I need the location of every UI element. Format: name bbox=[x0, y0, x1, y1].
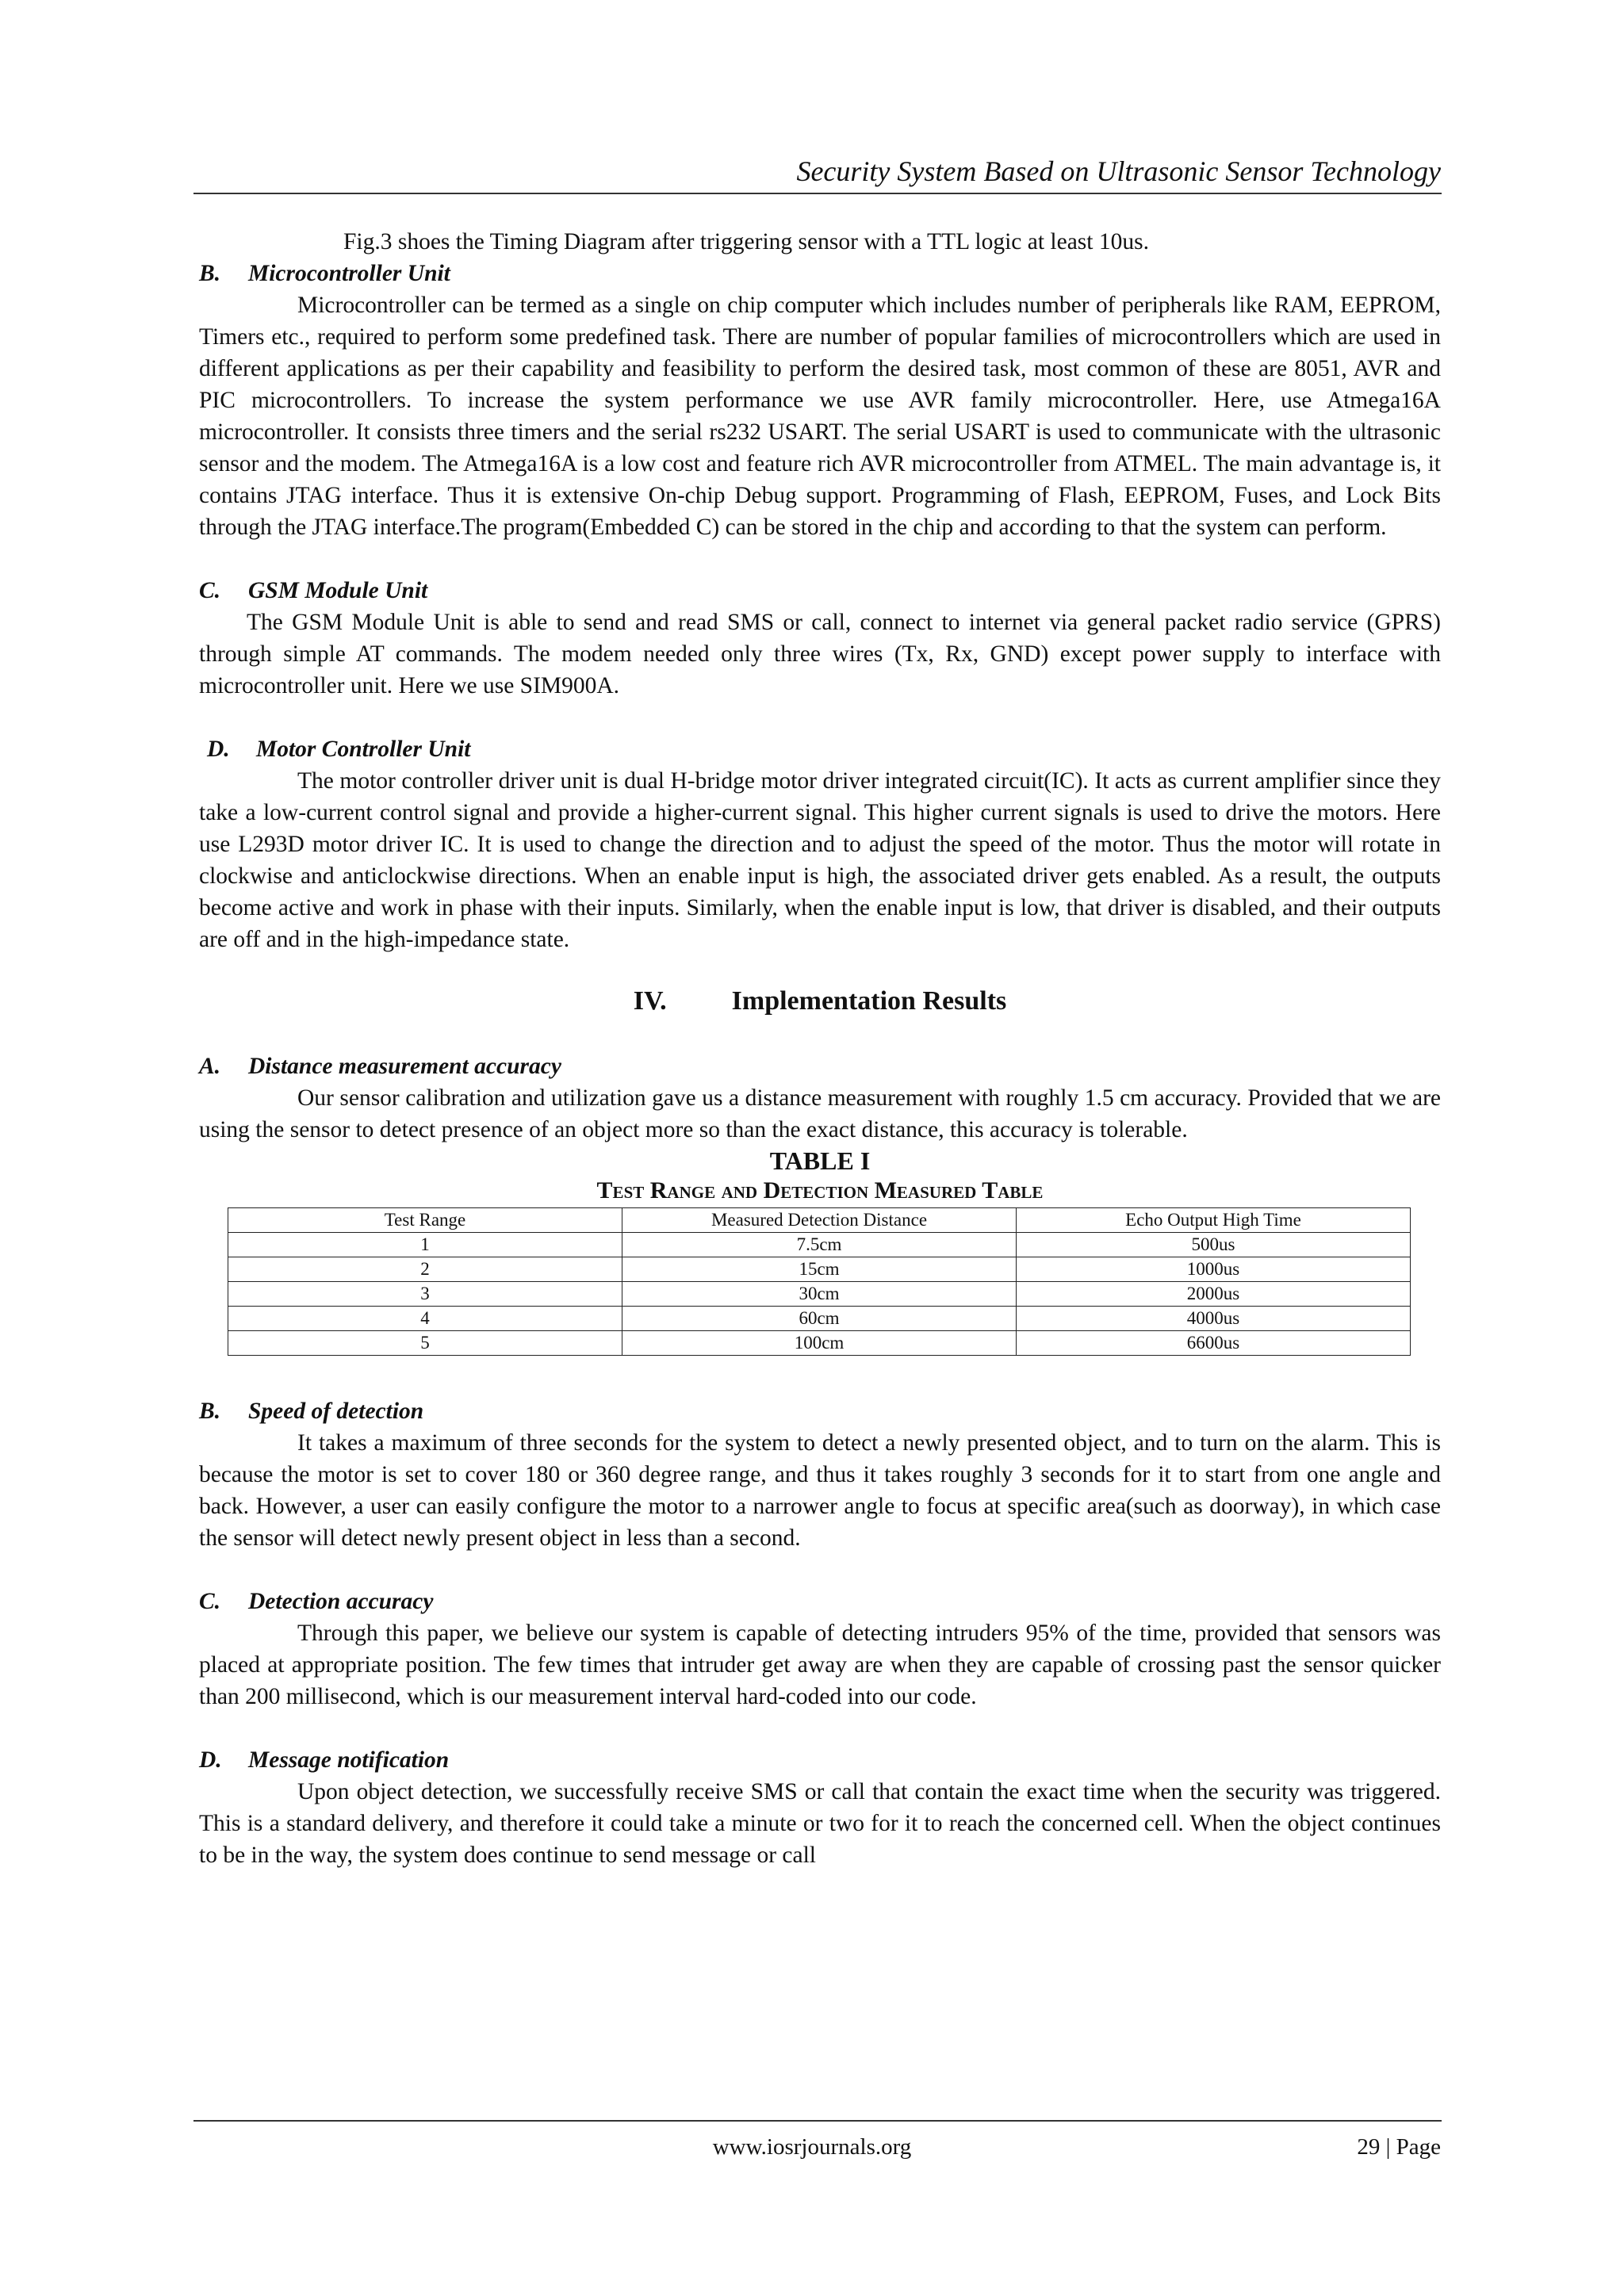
table-cell: 7.5cm bbox=[622, 1233, 1017, 1257]
heading-title: Distance measurement accuracy bbox=[248, 1054, 561, 1079]
table-cell: 1000us bbox=[1017, 1257, 1411, 1282]
section-number: IV. bbox=[633, 986, 667, 1016]
table-cell: 30cm bbox=[622, 1282, 1017, 1307]
heading-number: D. bbox=[199, 1747, 222, 1773]
table-cell: 2000us bbox=[1017, 1282, 1411, 1307]
heading-message-notification bbox=[199, 1744, 1441, 1776]
table-row bbox=[228, 1233, 1411, 1257]
heading-title: Motor Controller Unit bbox=[256, 737, 471, 762]
table-header-cell: Echo Output High Time bbox=[1017, 1208, 1411, 1233]
heading-number: B. bbox=[199, 1399, 221, 1424]
section-heading-implementation-results bbox=[199, 984, 1441, 1019]
section-title: Implementation Results bbox=[731, 986, 1007, 1016]
detection-table bbox=[228, 1207, 1411, 1356]
table-row bbox=[228, 1257, 1411, 1282]
table-header-row bbox=[228, 1208, 1411, 1233]
table-header-cell: Test Range bbox=[228, 1208, 622, 1233]
paragraph-microcontroller: Microcontroller can be termed as a single on chip computer which includes number of peripherals like RAM, EEPROM, Timers etc., required to perform some predefined task. There are number of popular families of microcontrollers which are used in different applications as per their capability and feasibility to perform the desired task, most common of these are 8051, AVR and PIC microcontrollers. To increase the system performance we use AVR family microcontroller. Here, use Atmega16A microcontroller. It consists three timers and the serial rs232 USART. The serial USART is used to communicate with the ultrasonic sensor and the modem. The Atmega16A is a low cost and feature rich AVR microcontroller from ATMEL. The main advantage is, it contains JTAG interface. Thus it is extensive On-chip Debug support. Programming of Flash, EEPROM, Fuses, and Lock Bits through the JTAG interface.The program(Embedded C) can be stored in the chip and according to that the system can perform. bbox=[199, 293, 1441, 540]
heading-speed-of-detection bbox=[199, 1395, 1441, 1427]
table-row bbox=[228, 1331, 1411, 1356]
heading-title: Microcontroller Unit bbox=[248, 261, 450, 286]
table-cell: 3 bbox=[228, 1282, 622, 1307]
heading-title: GSM Module Unit bbox=[248, 578, 428, 603]
paragraph-message-notification: Upon object detection, we successfully receive SMS or call that contain the exact time when the security was triggered. This is a standard delivery, and therefore it could take a minute or two for it to reach the concerned cell. When the object continues to be in the way, the system does continue to send message or call bbox=[199, 1779, 1441, 1868]
table-cell: 1 bbox=[228, 1233, 622, 1257]
running-title: Security System Based on Ultrasonic Sensor Technology bbox=[796, 155, 1441, 187]
heading-title: Detection accuracy bbox=[248, 1589, 434, 1614]
paragraph-gsm: The GSM Module Unit is able to send and read SMS or call, connect to internet via general packet radio service (GPRS) through simple AT commands. The modem needed only three wires (Tx, Rx, GND) except power supply to interface with microcontroller unit. Here we use SIM900A. bbox=[199, 610, 1441, 698]
table-cell: 100cm bbox=[622, 1331, 1017, 1356]
table-row bbox=[228, 1307, 1411, 1331]
header-rule bbox=[193, 193, 1442, 194]
table-cell: 6600us bbox=[1017, 1331, 1411, 1356]
table-cell: 2 bbox=[228, 1257, 622, 1282]
table-cell: 4 bbox=[228, 1307, 622, 1331]
paragraph-detection-accuracy: Through this paper, we believe our system is capable of detecting intruders 95% of the time, provided that sensors was placed at appropriate position. The few times that intruder get away are when they are capable of crossing past the sensor quicker than 200 millisecond, which is our measurement interval hard-coded into our code. bbox=[199, 1621, 1441, 1709]
footer-url: www.iosrjournals.org bbox=[712, 2134, 912, 2160]
table-cell: 5 bbox=[228, 1331, 622, 1356]
heading-number: B. bbox=[199, 261, 221, 286]
paragraph-speed-of-detection: It takes a maximum of three seconds for the system to detect a newly presented object, and to turn on the alarm. This is because the motor is set to cover 180 or 360 degree range, and thus it takes roughly 3 seconds for it to start from one angle and back. However, a user can easily configure the motor to a narrower angle to focus at specific area(such as doorway), in which case the sensor will detect newly present object in less than a second. bbox=[199, 1430, 1441, 1551]
table-header-cell: Measured Detection Distance bbox=[622, 1208, 1017, 1233]
table-label: TABLE I bbox=[769, 1146, 871, 1175]
paragraph-distance-accuracy: Our sensor calibration and utilization gave us a distance measurement with roughly 1.5 cm accuracy. Provided that we are using the sensor to detect presence of an object more so than the exact distance, this accuracy is tolerable. bbox=[199, 1085, 1441, 1142]
heading-title: Message notification bbox=[248, 1747, 450, 1773]
heading-number: C. bbox=[199, 1589, 221, 1614]
heading-detection-accuracy bbox=[199, 1586, 1441, 1617]
page-number: 29 | Page bbox=[1357, 2134, 1441, 2160]
heading-motor-controller-unit bbox=[199, 733, 1441, 765]
intro-line: Fig.3 shoes the Timing Diagram after triggering sensor with a TTL logic at least 10us. bbox=[343, 229, 1149, 254]
heading-title: Speed of detection bbox=[248, 1399, 424, 1424]
table-cell: 4000us bbox=[1017, 1307, 1411, 1331]
heading-number: A. bbox=[199, 1054, 221, 1079]
table-cell: 60cm bbox=[622, 1307, 1017, 1331]
heading-distance-accuracy bbox=[199, 1050, 1441, 1082]
heading-gsm-module-unit bbox=[199, 575, 1441, 607]
footer-rule bbox=[193, 2120, 1442, 2122]
paragraph-motor-controller: The motor controller driver unit is dual H-bridge motor driver integrated circuit(IC). It acts as current amplifier since they take a low-current control signal and provide a higher-current signal. This higher current signals is used to drive the motors. Here use L293D motor driver IC. It is used to change the direction and to adjust the speed of the motor. Thus the motor will rotate in clockwise and anticlockwise directions. When an enable input is high, the associated driver gets enabled. As a result, the outputs become active and work in phase with their inputs. Similarly, when the enable input is low, that driver is disabled, and their outputs are off and in the high-impedance state. bbox=[199, 768, 1441, 952]
table-caption: Test Range and Detection Measured Table bbox=[596, 1177, 1044, 1203]
table-cell: 500us bbox=[1017, 1233, 1411, 1257]
heading-number: C. bbox=[199, 578, 221, 603]
table-cell: 15cm bbox=[622, 1257, 1017, 1282]
page-body bbox=[199, 226, 1441, 1871]
heading-microcontroller-unit bbox=[199, 258, 1441, 289]
heading-number: D. bbox=[207, 737, 230, 762]
table-row bbox=[228, 1282, 1411, 1307]
